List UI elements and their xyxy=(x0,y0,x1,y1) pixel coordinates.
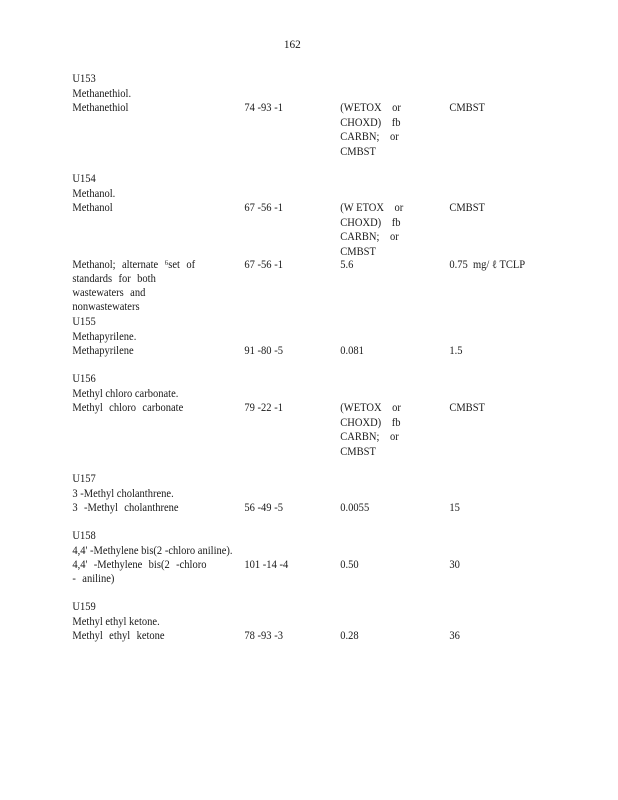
entry-u156 xyxy=(72,372,580,458)
constituent-name: Methapyrilene xyxy=(72,345,134,357)
entry-heading: Methyl ethyl ketone. xyxy=(72,615,160,628)
ww-line: CARBN; or xyxy=(340,431,399,444)
ww-line: CARBN; or xyxy=(340,231,399,244)
entry-u159 xyxy=(72,600,580,642)
entry-heading: Methanol. xyxy=(72,187,116,200)
constituent-name: Methanethiol xyxy=(72,102,129,114)
wastewater-standard xyxy=(340,501,402,516)
cas-number: 56 -49 -5 xyxy=(244,502,283,514)
ww-line: CMBST xyxy=(340,445,376,458)
ww-line: 0.50 xyxy=(340,559,359,571)
nonwastewater-standard: 30 xyxy=(449,559,460,571)
ww-line: CHOXD) fb xyxy=(340,216,401,229)
nonwastewater-standard: CMBST xyxy=(449,402,485,414)
wastewater-standard xyxy=(340,401,402,459)
nonwastewater-standard: 36 xyxy=(449,630,460,642)
constituent-name: 3 -Methyl cholanthrene xyxy=(72,502,179,514)
cas-number: 79 -22 -1 xyxy=(244,402,283,414)
waste-code: U156 xyxy=(72,373,96,385)
nonwastewater-standard: 1.5 xyxy=(449,345,463,357)
constituent-name: Methyl chloro carbonate xyxy=(72,402,184,414)
ww-line: 0.28 xyxy=(340,630,359,642)
constituent-name: Methyl ethyl ketone xyxy=(72,630,165,642)
cas-number: 91 -80 -5 xyxy=(244,345,283,357)
ww-line: 0.0055 xyxy=(340,502,370,514)
entry-heading: 3 -Methyl cholanthrene. xyxy=(72,487,174,500)
cas-number: 67 -56 -1 xyxy=(244,259,283,271)
nonwastewater-standard: 15 xyxy=(449,502,460,514)
wastewater-standard xyxy=(340,344,402,359)
ww-line: 5.6 xyxy=(340,259,354,271)
entry-u153 xyxy=(72,72,580,158)
constituent-name: Methanol xyxy=(72,202,113,214)
ww-line: CMBST xyxy=(340,145,376,158)
cas-number: 74 -93 -1 xyxy=(244,102,283,114)
nonwastewater-standard: 0.75 mg/ ℓ TCLP xyxy=(449,259,526,271)
entry-heading: 4,4' -Methylene bis(2 -chloro aniline). xyxy=(72,544,233,557)
wastewater-standard xyxy=(340,558,402,573)
waste-code: U157 xyxy=(72,473,96,485)
ww-line: (W ETOX or xyxy=(340,202,404,214)
wastewater-standard xyxy=(340,201,402,259)
cas-number: 67 -56 -1 xyxy=(244,202,283,214)
constituent-name: 4,4' -Methylene bis(2 -chloro - aniline) xyxy=(72,559,207,585)
waste-code: U155 xyxy=(72,316,96,328)
entry-heading: Methapyrilene. xyxy=(72,330,137,343)
cas-number: 101 -14 -4 xyxy=(244,559,289,571)
ww-line: CHOXD) fb xyxy=(340,116,401,129)
entry-heading: Methanethiol. xyxy=(72,87,132,100)
nonwastewater-standard: CMBST xyxy=(449,202,485,214)
entry-heading: Methyl chloro carbonate. xyxy=(72,387,179,400)
entry-u158 xyxy=(72,529,580,585)
cas-number: 78 -93 -3 xyxy=(244,630,283,642)
wastewater-standard xyxy=(340,629,402,644)
ww-line: CARBN; or xyxy=(340,131,399,144)
ww-line: (WETOX or xyxy=(340,102,401,114)
ww-line: (WETOX or xyxy=(340,402,401,414)
entry-u154 xyxy=(72,172,580,313)
entry-u155 xyxy=(72,315,580,357)
wastewater-standard xyxy=(340,258,402,273)
ww-line: CHOXD) fb xyxy=(340,416,401,429)
entry-u157 xyxy=(72,472,580,514)
waste-code: U158 xyxy=(72,530,96,542)
ww-line: CMBST xyxy=(340,245,376,258)
page-number: 162 xyxy=(283,37,301,51)
wastewater-standard xyxy=(340,101,402,159)
waste-code: U159 xyxy=(72,601,96,613)
constituent-name: Methanol; alternate ⁶set of standards for both wastewaters and nonwastewaters xyxy=(72,259,196,313)
nonwastewater-standard: CMBST xyxy=(449,102,485,114)
ww-line: 0.081 xyxy=(340,345,364,357)
waste-code: U153 xyxy=(72,73,96,85)
waste-code: U154 xyxy=(72,173,96,185)
